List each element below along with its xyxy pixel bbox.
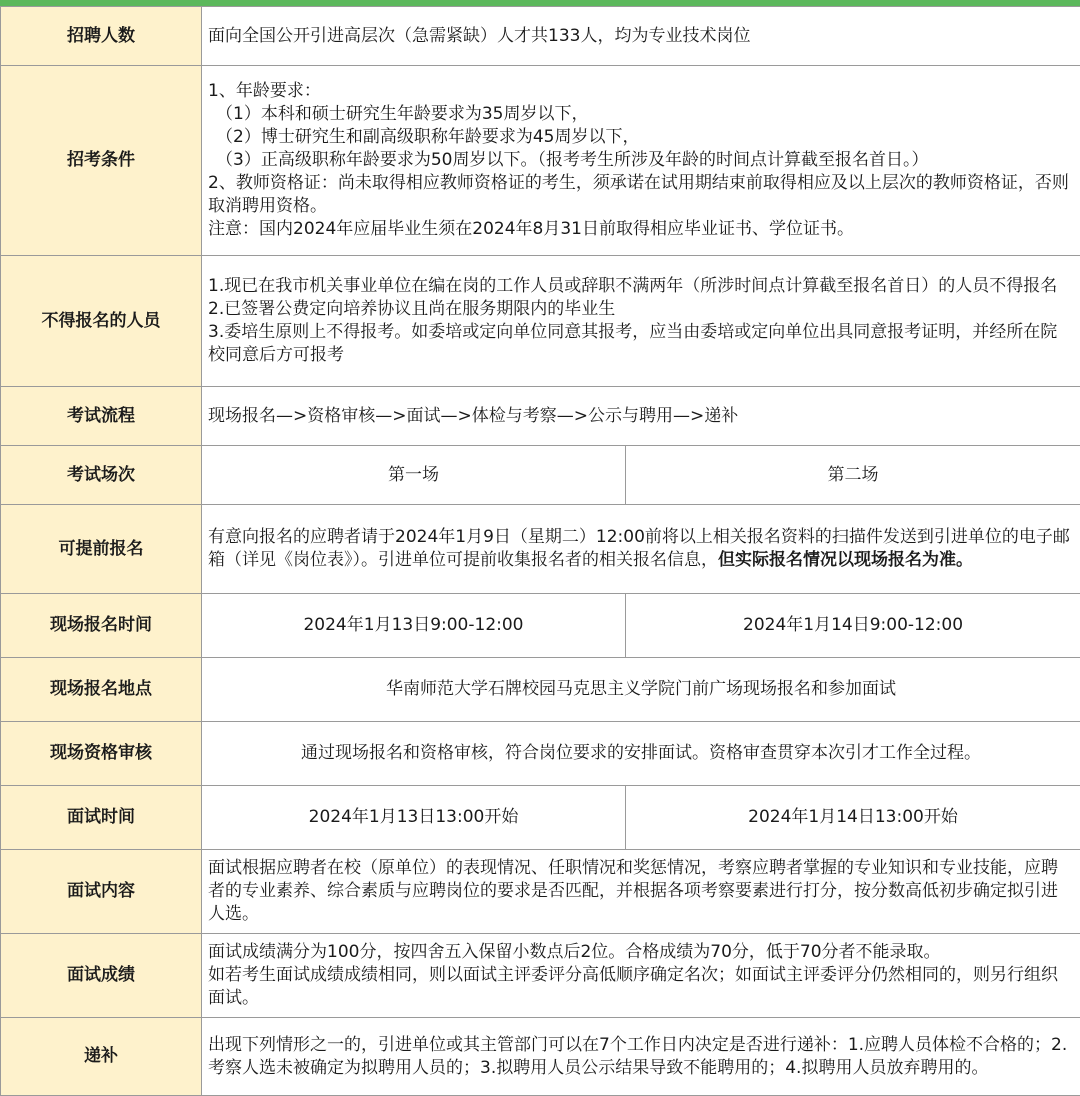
recruitment-info-table	[0, 6, 1080, 1096]
value-replacement: 出现下列情形之一的，引进单位或其主管部门可以在7个工作日内决定是否进行递补：1.应聘人员体检不合格的；2.考察人选未被确定为拟聘用人员的；3.拟聘用人员公示结果导致不能聘用的；4.拟聘用人员放弃聘用的。	[202, 1018, 1080, 1096]
label-process: 考试流程	[1, 387, 202, 446]
session-second: 第二场	[626, 446, 1080, 505]
value-conditions	[202, 66, 1080, 256]
row-recruit-count	[1, 7, 1080, 66]
early-apply-text: 有意向报名的应聘者请于2024年1月9日（星期二）12:00前将以上相关报名资料的扫描件发送到引进单位的电子邮箱（详见《岗位表》）。引进单位可提前收集报名者的相关报名信息，	[208, 527, 1070, 570]
ineligible-line: 1.现已在我市机关事业单位在编在岗的工作人员或辞职不满两年（所涉时间点计算截至报名首日）的人员不得报名	[208, 275, 1074, 298]
row-early-apply	[1, 505, 1080, 594]
condition-line: 注意：国内2024年应届毕业生须在2024年8月31日前取得相应毕业证书、学位证书。	[208, 218, 1074, 241]
session-first: 第一场	[202, 446, 626, 505]
onsite-time-second: 2024年1月14日9:00-12:00	[626, 594, 1080, 658]
value-onsite-place: 华南师范大学石牌校园马克思主义学院门前广场现场报名和参加面试	[202, 658, 1080, 722]
early-apply-bold-note: 但实际报名情况以现场报名为准。	[718, 550, 973, 570]
row-onsite-place	[1, 658, 1080, 722]
label-replacement: 递补	[1, 1018, 202, 1096]
row-ineligible	[1, 256, 1080, 387]
value-ineligible	[202, 256, 1080, 387]
row-interview-content	[1, 850, 1080, 934]
label-conditions: 招考条件	[1, 66, 202, 256]
value-early-apply	[202, 505, 1080, 594]
row-interview-time	[1, 786, 1080, 850]
row-sessions	[1, 446, 1080, 505]
row-interview-score	[1, 934, 1080, 1018]
onsite-time-first: 2024年1月13日9:00-12:00	[202, 594, 626, 658]
row-qualification	[1, 722, 1080, 786]
condition-line: （2）博士研究生和副高级职称年龄要求为45周岁以下，	[208, 126, 1074, 149]
interview-time-second: 2024年1月14日13:00开始	[626, 786, 1080, 850]
score-line: 面试成绩满分为100分，按四舍五入保留小数点后2位。合格成绩为70分，低于70分者不能录取。	[208, 941, 1074, 964]
label-onsite-time: 现场报名时间	[1, 594, 202, 658]
value-qualification: 通过现场报名和资格审核，符合岗位要求的安排面试。资格审查贯穿本次引才工作全过程。	[202, 722, 1080, 786]
condition-line: （3）正高级职称年龄要求为50周岁以下。（报考考生所涉及年龄的时间点计算截至报名首日。）	[208, 149, 1074, 172]
label-interview-content: 面试内容	[1, 850, 202, 934]
label-sessions: 考试场次	[1, 446, 202, 505]
score-line: 如若考生面试成绩成绩相同，则以面试主评委评分高低顺序确定名次；如面试主评委评分仍然相同的，则另行组织面试。	[208, 964, 1074, 1010]
condition-line: 2、教师资格证：尚未取得相应教师资格证的考生，须承诺在试用期结束前取得相应及以上层次的教师资格证，否则取消聘用资格。	[208, 172, 1074, 218]
condition-line: （1）本科和硕士研究生年龄要求为35周岁以下，	[208, 103, 1074, 126]
value-interview-content: 面试根据应聘者在校（原单位）的表现情况、任职情况和奖惩情况，考察应聘者掌握的专业知识和专业技能，应聘者的专业素养、综合素质与应聘岗位的要求是否匹配，并根据各项考察要素进行打分，按分数高低初步确定拟引进人选。	[202, 850, 1080, 934]
row-replacement	[1, 1018, 1080, 1096]
value-process: 现场报名—>资格审核—>面试—>体检与考察—>公示与聘用—>递补	[202, 387, 1080, 446]
label-early-apply: 可提前报名	[1, 505, 202, 594]
interview-time-first: 2024年1月13日13:00开始	[202, 786, 626, 850]
value-interview-score	[202, 934, 1080, 1018]
label-interview-time: 面试时间	[1, 786, 202, 850]
label-interview-score: 面试成绩	[1, 934, 202, 1018]
row-onsite-time	[1, 594, 1080, 658]
value-recruit-count: 面向全国公开引进高层次（急需紧缺）人才共133人，均为专业技术岗位	[202, 7, 1080, 66]
ineligible-line: 2.已签署公费定向培养协议且尚在服务期限内的毕业生	[208, 298, 1074, 321]
label-recruit-count: 招聘人数	[1, 7, 202, 66]
row-process	[1, 387, 1080, 446]
label-onsite-place: 现场报名地点	[1, 658, 202, 722]
condition-line: 1、年龄要求：	[208, 80, 1074, 103]
label-qualification: 现场资格审核	[1, 722, 202, 786]
ineligible-line: 3.委培生原则上不得报考。如委培或定向单位同意其报考，应当由委培或定向单位出具同意报考证明，并经所在院校同意后方可报考	[208, 321, 1074, 367]
row-conditions	[1, 66, 1080, 256]
label-ineligible: 不得报名的人员	[1, 256, 202, 387]
